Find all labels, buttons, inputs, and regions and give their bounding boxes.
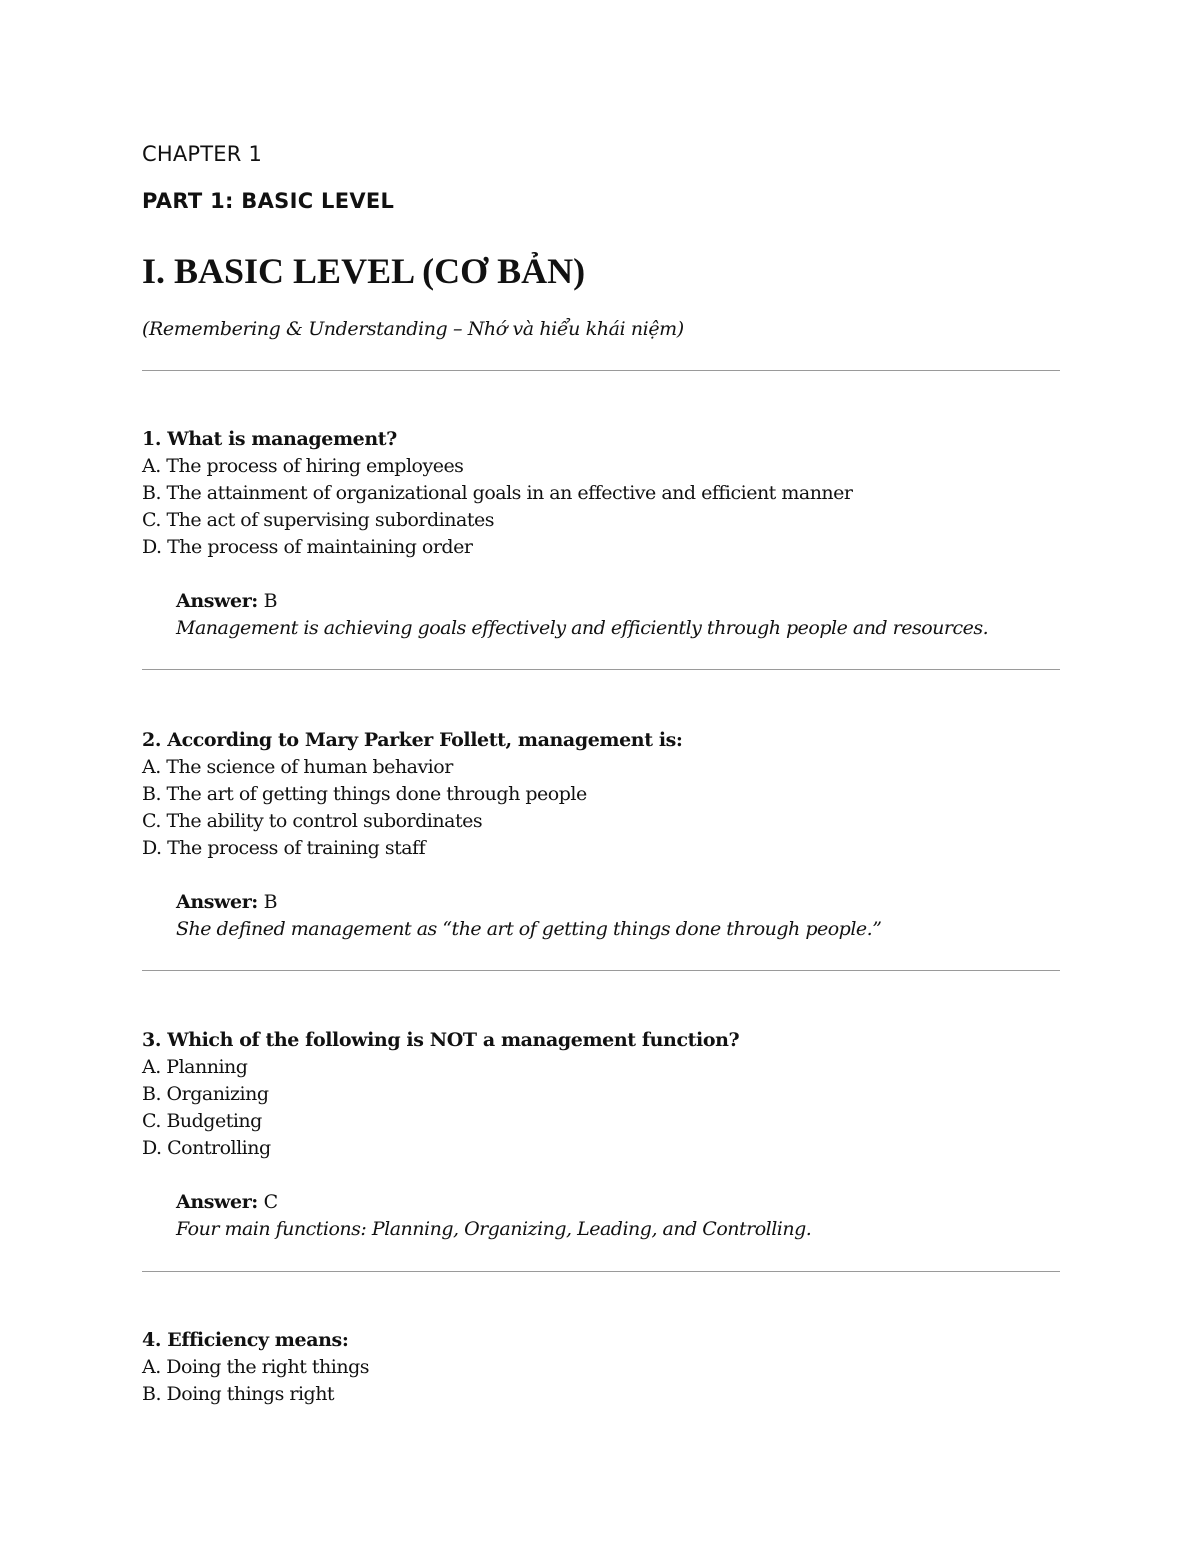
- answer-explanation: Management is achieving goals effectively and efficiently through people and resources.: [176, 617, 989, 639]
- option-a: A. Planning: [142, 1056, 248, 1078]
- option-d: D. The process of maintaining order: [142, 536, 473, 558]
- option-b: B. The attainment of organizational goals in an effective and efficient manner: [142, 482, 853, 504]
- option-c: C. The ability to control subordinates: [142, 810, 483, 832]
- answer-line: [176, 889, 1060, 916]
- answer-block: [176, 1189, 1060, 1243]
- question-title: 1. What is management?: [142, 428, 397, 450]
- option-c: C. The act of supervising subordinates: [142, 509, 494, 531]
- answer-line: [176, 588, 1060, 615]
- answer-value: B: [263, 891, 278, 913]
- option-a: A. The process of hiring employees: [142, 455, 464, 477]
- answer-explanation: Four main functions: Planning, Organizing, Leading, and Controlling.: [176, 1218, 812, 1240]
- chapter-heading: CHAPTER 1: [142, 142, 263, 166]
- section-subtitle: (Remembering & Understanding – Nhớ và hiểu khái niệm): [142, 318, 684, 340]
- answer-block: [176, 889, 1060, 943]
- answer-label: Answer:: [176, 590, 258, 612]
- option-d: D. Controlling: [142, 1137, 271, 1159]
- horizontal-rule: [142, 970, 1060, 971]
- answer-value: B: [263, 590, 278, 612]
- question-title: 3. Which of the following is NOT a management function?: [142, 1029, 740, 1051]
- answer-label: Answer:: [176, 891, 258, 913]
- horizontal-rule: [142, 370, 1060, 371]
- answer-explanation: She defined management as “the art of getting things done through people.”: [176, 918, 882, 940]
- part-heading: PART 1: BASIC LEVEL: [142, 189, 395, 213]
- option-b: B. Organizing: [142, 1083, 269, 1105]
- option-b: B. The art of getting things done through people: [142, 783, 587, 805]
- horizontal-rule: [142, 669, 1060, 670]
- question-3: [142, 1027, 1060, 1243]
- option-d: D. The process of training staff: [142, 837, 426, 859]
- option-a: A. Doing the right things: [142, 1356, 369, 1378]
- horizontal-rule: [142, 1271, 1060, 1272]
- answer-label: Answer:: [176, 1191, 258, 1213]
- option-b: B. Doing things right: [142, 1383, 335, 1405]
- question-1: [142, 426, 1060, 642]
- option-a: A. The science of human behavior: [142, 756, 453, 778]
- question-title: 2. According to Mary Parker Follett, management is:: [142, 729, 683, 751]
- question-2: [142, 727, 1060, 943]
- answer-block: [176, 588, 1060, 642]
- section-title: I. BASIC LEVEL (CƠ BẢN): [142, 251, 586, 291]
- question-4: [142, 1327, 1060, 1408]
- option-c: C. Budgeting: [142, 1110, 262, 1132]
- question-title: 4. Efficiency means:: [142, 1329, 349, 1351]
- answer-line: [176, 1189, 1060, 1216]
- answer-value: C: [263, 1191, 278, 1213]
